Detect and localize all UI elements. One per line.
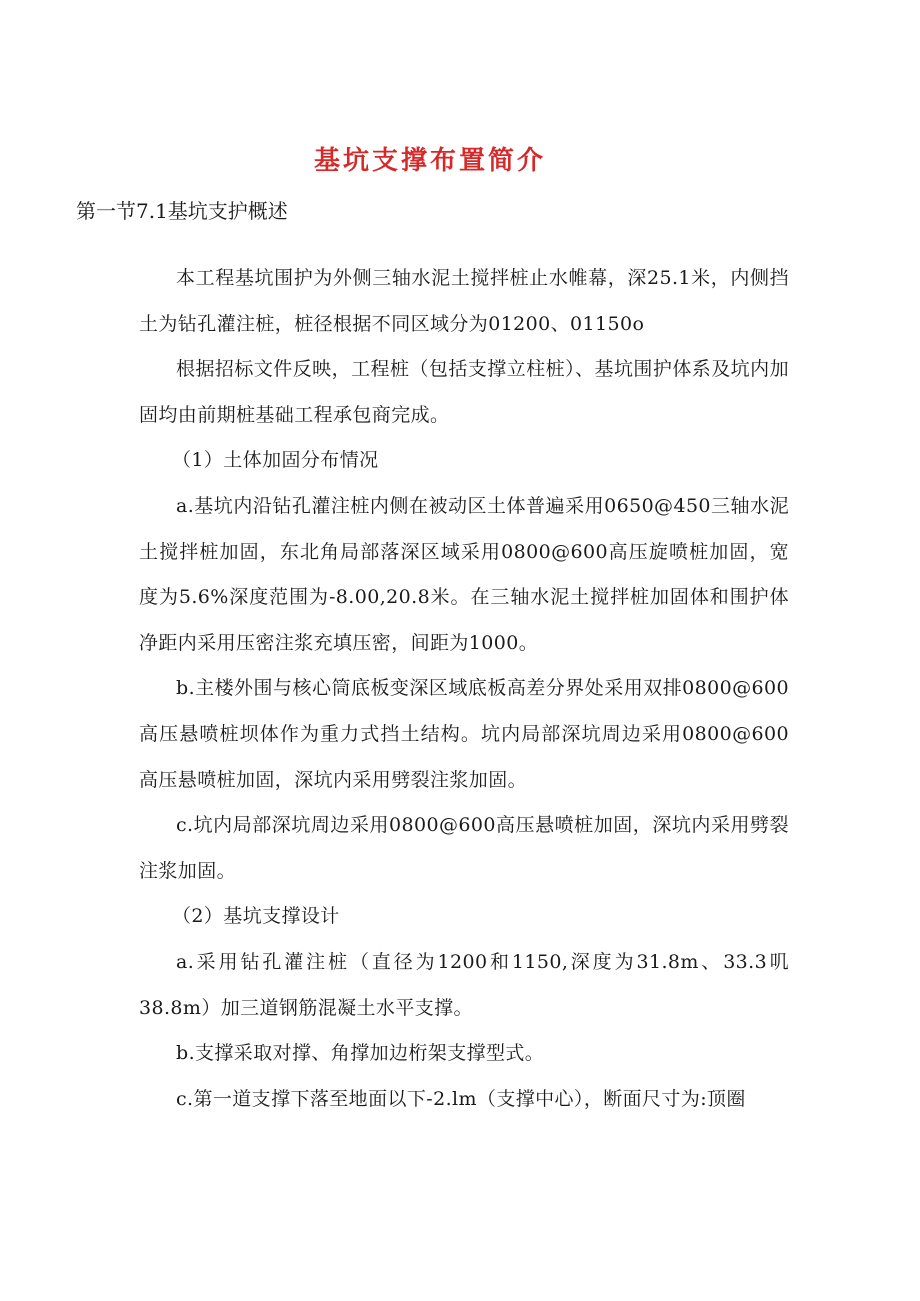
subheading-soil-reinforcement: （1）土体加固分布情况 — [172, 449, 379, 472]
paragraph-item-c: c.坑内局部深坑周边采用0800@600高压悬喷桩加固，深坑内采用劈裂注浆加固。 — [139, 814, 789, 882]
subheading-support-design: （2）基坑支撑设计 — [172, 905, 340, 928]
paragraph-overview: 本工程基坑围护为外侧三轴水泥土搅拌桩止水帷幕，深25.1米，内侧挡土为钻孔灌注桩，桩径根据不同区域分为01200、01150o — [139, 267, 789, 335]
section-heading: 第一节7.1基坑支护概述 — [76, 199, 288, 223]
page-title: 基坑支撑布置简介 — [313, 146, 546, 177]
document-body — [139, 256, 789, 1122]
paragraph-tender: 根据招标文件反映，工程桩（包括支撑立柱桩）、基坑围护体系及坑内加固均由前期桩基础工程承包商完成。 — [139, 358, 789, 426]
paragraph-design-c: c.第一道支撑下落至地面以下-2.lm（支撑中心），断面尺寸为:顶圈 — [176, 1087, 746, 1110]
paragraph-design-a: a.采用钻孔灌注桩（直径为1200和1150,深度为31.8m、33.3叽38.8m）加三道钢筋混凝土水平支撑。 — [139, 950, 789, 1019]
paragraph-item-b: b.主楼外围与核心筒底板变深区域底板高差分界处采用双排0800@600高压悬喷桩坝体作为重力式挡土结构。坑内局部深坑周边采用0800@600高压悬喷桩加固，深坑内采用劈裂注浆加固。 — [139, 677, 789, 791]
paragraph-item-a: a.基坑内沿钻孔灌注桩内侧在被动区土体普遍采用0650@450三轴水泥土搅拌桩加固，东北角局部落深区域采用0800@600高压旋喷桩加固，宽度为5.6%深度范围为-8.00,20.8米。在三轴水泥土搅拌桩加固体和围护体净距内采用压密注浆充填压密，间距为1000。 — [139, 494, 789, 654]
paragraph-design-b: b.支撑采取对撑、角撑加边桁架支撑型式。 — [176, 1042, 545, 1065]
